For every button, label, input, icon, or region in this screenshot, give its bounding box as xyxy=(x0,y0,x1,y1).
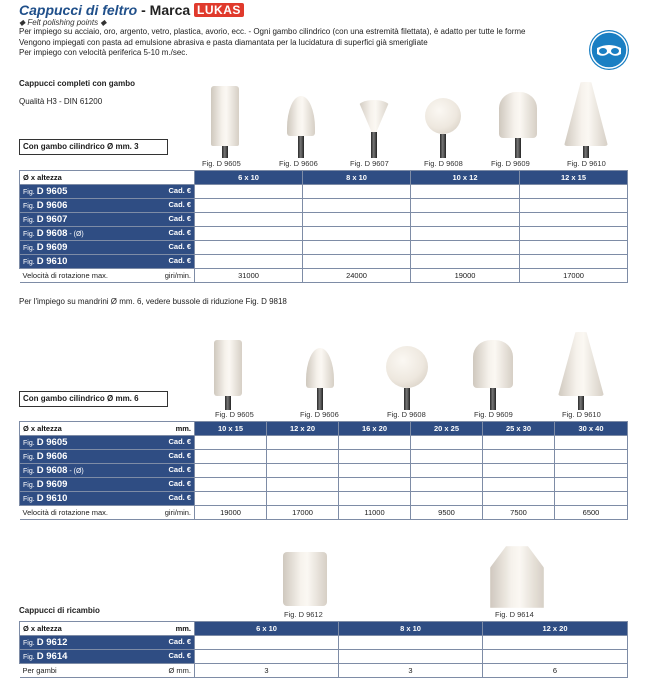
price-cell xyxy=(195,213,303,227)
price-cell xyxy=(411,199,520,213)
col-header: 16 x 20 xyxy=(339,422,411,436)
row-num: D 9612 xyxy=(36,637,68,648)
description-line: Per impiego con velocità periferica 5-10 m./sec. xyxy=(19,48,188,57)
footer-value: 11000 xyxy=(339,506,411,520)
table-row xyxy=(20,636,628,650)
price-cell xyxy=(303,213,411,227)
price-cell xyxy=(555,436,628,450)
brand-logo: LUKAS xyxy=(194,3,244,17)
description xyxy=(19,27,579,59)
col-header: 6 x 10 xyxy=(195,622,339,636)
safety-goggles-icon xyxy=(589,30,629,70)
price-cell xyxy=(555,492,628,506)
footer-value: 3 xyxy=(339,664,483,678)
row-num: D 9605 xyxy=(36,437,68,448)
row-cad: Cad. € xyxy=(168,186,191,195)
section3-heading: Cappucci di ricambio xyxy=(19,606,100,615)
product-d9614-image xyxy=(490,546,544,608)
shank-image xyxy=(490,388,496,410)
col-header: 12 x 20 xyxy=(267,422,339,436)
col-header-first: Ø x altezza mm. xyxy=(20,422,195,436)
row-num: D 9609 xyxy=(36,479,68,490)
price-cell xyxy=(411,464,483,478)
shank-image xyxy=(440,134,446,158)
product-d9609-image xyxy=(473,340,513,388)
col-header: 10 x 12 xyxy=(411,171,520,185)
row-extra: - (Ø) xyxy=(67,468,84,475)
shank-image xyxy=(404,388,410,410)
fig-label: Fig. D 9606 xyxy=(300,410,339,419)
fig-label: Fig. D 9610 xyxy=(567,159,606,168)
price-cell xyxy=(339,450,411,464)
price-cell xyxy=(195,185,303,199)
price-cell xyxy=(195,650,339,664)
price-cell xyxy=(483,636,628,650)
product-d9605-image xyxy=(211,86,239,146)
footer-value: 17000 xyxy=(520,269,628,283)
shank-image xyxy=(317,388,323,410)
row-cad: Cad. € xyxy=(168,451,191,460)
price-cell xyxy=(267,436,339,450)
price-cell xyxy=(411,450,483,464)
price-cell xyxy=(339,492,411,506)
row-code: Fig. D 9608 - (Ø) Cad. € xyxy=(20,464,195,478)
price-table-s3 xyxy=(19,621,628,678)
fig-label: Fig. D 9606 xyxy=(279,159,318,168)
price-cell xyxy=(339,464,411,478)
price-cell xyxy=(555,450,628,464)
fig-label: Fig. D 9610 xyxy=(562,410,601,419)
footer-value: 6500 xyxy=(555,506,628,520)
price-cell xyxy=(267,450,339,464)
price-cell xyxy=(303,241,411,255)
price-cell xyxy=(195,478,267,492)
price-table-s2 xyxy=(19,421,628,520)
price-cell xyxy=(411,492,483,506)
mandrel-note: Per l'impiego su mandrini Ø mm. 6, vedere bussole di riduzione Fig. D 9818 xyxy=(19,297,287,306)
price-cell xyxy=(195,636,339,650)
row-num: D 9610 xyxy=(36,493,68,504)
row-code: Fig. D 9607 Cad. € xyxy=(20,213,195,227)
table-row xyxy=(20,450,628,464)
section1-heading: Cappucci completi con gambo xyxy=(19,79,136,88)
row-num: D 9606 xyxy=(36,451,68,462)
table-row xyxy=(20,650,628,664)
footer-label: Velocità di rotazione max. giri/min. xyxy=(20,269,195,283)
fig-label: Fig. D 9605 xyxy=(215,410,254,419)
shank-label-3mm: Con gambo cilindrico Ø mm. 3 xyxy=(19,139,168,155)
shank-image xyxy=(371,132,377,158)
price-cell xyxy=(520,185,628,199)
fig-label: Fig. D 9607 xyxy=(350,159,389,168)
row-code: Fig. D 9605 Cad. € xyxy=(20,185,195,199)
product-d9608-image xyxy=(425,98,461,134)
product-d9605-image xyxy=(214,340,242,396)
row-num: D 9609 xyxy=(36,242,68,253)
col-header: 6 x 10 xyxy=(195,171,303,185)
footer-value: 6 xyxy=(483,664,628,678)
col-header: 12 x 20 xyxy=(483,622,628,636)
shank-image xyxy=(515,138,521,158)
row-code: Fig. D 9614 Cad. € xyxy=(20,650,195,664)
footer-value: 19000 xyxy=(411,269,520,283)
footer-label: Per gambi Ø mm. xyxy=(20,664,195,678)
product-d9606-image xyxy=(287,96,315,136)
table-header-row xyxy=(20,622,628,636)
col-header: 8 x 10 xyxy=(303,171,411,185)
table-footer-row xyxy=(20,506,628,520)
price-cell xyxy=(339,478,411,492)
row-cad: Cad. € xyxy=(168,437,191,446)
footer-label: Velocità di rotazione max. giri/min. xyxy=(20,506,195,520)
fig-label: Fig. D 9608 xyxy=(387,410,426,419)
description-line: Vengono impiegati con pasta ad emulsione abrasiva e pasta diamantata per la lucidatura di superfici già smerigliate xyxy=(19,37,428,47)
shank-image xyxy=(225,396,231,410)
row-cad: Cad. € xyxy=(168,242,191,251)
price-cell xyxy=(520,199,628,213)
table-row xyxy=(20,478,628,492)
row-code: Fig. D 9609 Cad. € xyxy=(20,241,195,255)
price-cell xyxy=(555,478,628,492)
shank-image xyxy=(298,136,304,158)
table-row xyxy=(20,492,628,506)
price-cell xyxy=(195,255,303,269)
col-header: 10 x 15 xyxy=(195,422,267,436)
footer-value: 31000 xyxy=(195,269,303,283)
price-cell xyxy=(303,255,411,269)
row-cad: Cad. € xyxy=(168,228,191,237)
price-cell xyxy=(195,492,267,506)
table-row xyxy=(20,185,628,199)
row-num: D 9610 xyxy=(36,256,68,267)
col-header: 30 x 40 xyxy=(555,422,628,436)
price-cell xyxy=(339,650,483,664)
subtitle: ◆ Felt polishing points ◆ xyxy=(19,18,107,27)
row-num: D 9607 xyxy=(36,214,68,225)
row-cad: Cad. € xyxy=(168,465,191,474)
footer-value: 9500 xyxy=(411,506,483,520)
price-cell xyxy=(339,636,483,650)
table-row xyxy=(20,255,628,269)
table-header-row xyxy=(20,171,628,185)
price-cell xyxy=(520,241,628,255)
col-header: 8 x 10 xyxy=(339,622,483,636)
shank-image xyxy=(578,396,584,410)
footer-value: 19000 xyxy=(195,506,267,520)
fig-label: Fig. D 9605 xyxy=(202,159,241,168)
price-cell xyxy=(195,436,267,450)
row-cad: Cad. € xyxy=(168,493,191,502)
row-extra: - (Ø) xyxy=(67,231,84,238)
shank-image xyxy=(583,146,589,158)
shank-image xyxy=(222,146,228,158)
footer-unit: Ø mm. xyxy=(168,666,191,675)
row-cad: Cad. € xyxy=(168,200,191,209)
title-text: Cappucci di feltro xyxy=(19,2,138,18)
footer-unit: giri/min. xyxy=(164,271,191,280)
product-d9608-image xyxy=(386,346,428,388)
description-line: Per impiego su acciaio, oro, argento, vetro, plastica, avorio, ecc. - Ogni gambo cilindrico (con una estremità filettata), è adatto per tutte le forme xyxy=(19,27,526,36)
price-cell xyxy=(267,492,339,506)
row-num: D 9608 xyxy=(36,228,68,239)
price-cell xyxy=(483,436,555,450)
col-header-unit: mm. xyxy=(175,424,191,433)
product-d9612-image xyxy=(283,552,327,606)
price-cell xyxy=(483,464,555,478)
table-row xyxy=(20,227,628,241)
fig-label: Fig. D 9609 xyxy=(491,159,530,168)
price-cell xyxy=(303,199,411,213)
row-cad: Cad. € xyxy=(168,214,191,223)
price-cell xyxy=(195,241,303,255)
price-cell xyxy=(520,227,628,241)
shank-label-6mm: Con gambo cilindrico Ø mm. 6 xyxy=(19,391,168,407)
row-cad: Cad. € xyxy=(168,651,191,660)
table-footer-row xyxy=(20,269,628,283)
col-header-unit: mm. xyxy=(175,624,191,633)
price-cell xyxy=(303,185,411,199)
price-cell xyxy=(411,436,483,450)
table-row xyxy=(20,464,628,478)
col-header: 25 x 30 xyxy=(483,422,555,436)
product-d9610-image xyxy=(558,332,604,396)
row-cad: Cad. € xyxy=(168,479,191,488)
price-cell xyxy=(483,492,555,506)
price-cell xyxy=(411,185,520,199)
price-cell xyxy=(195,227,303,241)
price-cell xyxy=(303,227,411,241)
fig-label: Fig. D 9608 xyxy=(424,159,463,168)
price-cell xyxy=(555,464,628,478)
row-code: Fig. D 9609 Cad. € xyxy=(20,478,195,492)
table-row xyxy=(20,241,628,255)
row-code: Fig. D 9608 - (Ø) Cad. € xyxy=(20,227,195,241)
product-d9606-image xyxy=(306,348,334,388)
price-cell xyxy=(339,436,411,450)
footer-value: 17000 xyxy=(267,506,339,520)
price-cell xyxy=(195,450,267,464)
table-row xyxy=(20,213,628,227)
footer-unit: giri/min. xyxy=(164,508,191,517)
price-cell xyxy=(483,478,555,492)
price-cell xyxy=(411,255,520,269)
price-cell xyxy=(483,450,555,464)
product-d9610-image xyxy=(564,82,608,146)
price-cell xyxy=(411,478,483,492)
row-code: Fig. D 9610 Cad. € xyxy=(20,255,195,269)
table-footer-row xyxy=(20,664,628,678)
col-header-first: Ø x altezza mm. xyxy=(20,622,195,636)
price-cell xyxy=(411,241,520,255)
table-row xyxy=(20,199,628,213)
product-d9607-image xyxy=(358,100,390,134)
product-d9609-image xyxy=(499,92,537,138)
table-row xyxy=(20,436,628,450)
price-cell xyxy=(483,650,628,664)
row-num: D 9606 xyxy=(36,200,68,211)
col-header-first: Ø x altezza xyxy=(20,171,195,185)
col-header: 12 x 15 xyxy=(520,171,628,185)
row-code: Fig. D 9606 Cad. € xyxy=(20,199,195,213)
price-cell xyxy=(195,464,267,478)
row-num: D 9614 xyxy=(36,651,68,662)
price-cell xyxy=(195,199,303,213)
footer-value: 3 xyxy=(195,664,339,678)
footer-value: 24000 xyxy=(303,269,411,283)
price-cell xyxy=(267,478,339,492)
footer-value: 7500 xyxy=(483,506,555,520)
row-code: Fig. D 9605 Cad. € xyxy=(20,436,195,450)
quality-label: Qualità H3 - DIN 61200 xyxy=(19,97,103,106)
row-cad: Cad. € xyxy=(168,256,191,265)
table-header-row xyxy=(20,422,628,436)
price-cell xyxy=(267,464,339,478)
row-code: Fig. D 9610 Cad. € xyxy=(20,492,195,506)
row-code: Fig. D 9612 Cad. € xyxy=(20,636,195,650)
row-code: Fig. D 9606 Cad. € xyxy=(20,450,195,464)
title-marca: - Marca xyxy=(141,2,191,18)
row-num: D 9605 xyxy=(36,186,68,197)
fig-label: Fig. D 9612 xyxy=(284,610,323,619)
row-cad: Cad. € xyxy=(168,637,191,646)
fig-label: Fig. D 9614 xyxy=(495,610,534,619)
row-num: D 9608 xyxy=(36,465,68,476)
page-title xyxy=(19,2,244,18)
price-table-s1 xyxy=(19,170,628,283)
col-header: 20 x 25 xyxy=(411,422,483,436)
price-cell xyxy=(411,227,520,241)
price-cell xyxy=(520,213,628,227)
price-cell xyxy=(520,255,628,269)
fig-label: Fig. D 9609 xyxy=(474,410,513,419)
price-cell xyxy=(411,213,520,227)
